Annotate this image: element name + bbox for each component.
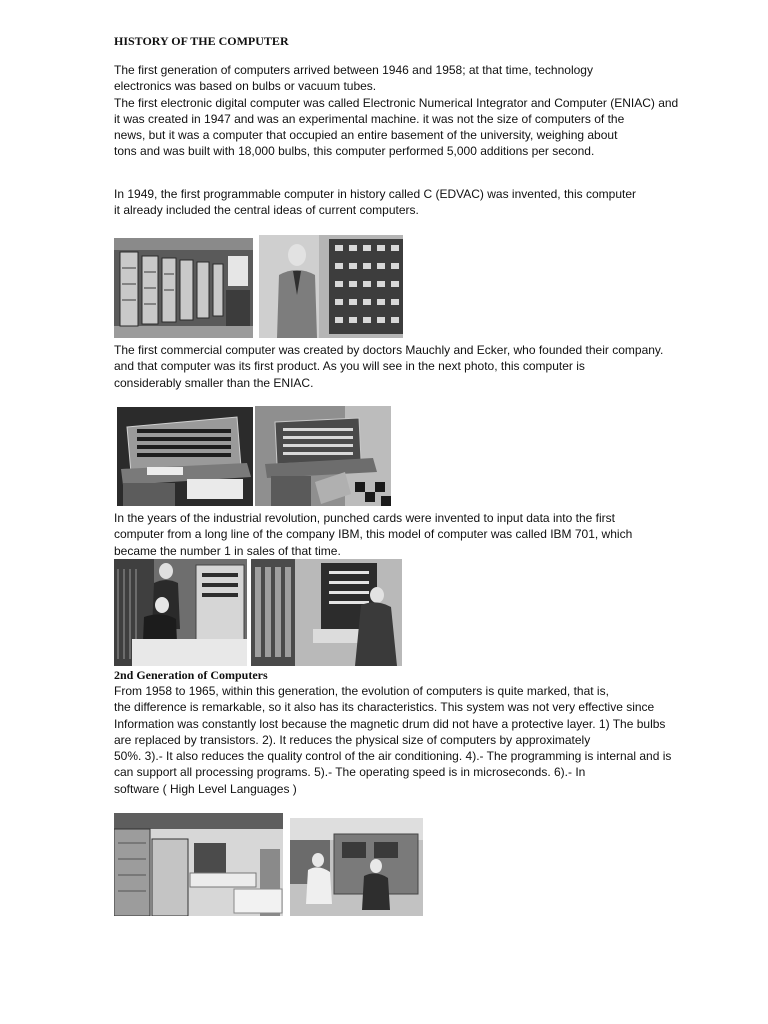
text-line: it was created in 1947 and was an experimental machine. it was not the size of computers of the <box>114 111 625 126</box>
univac-console-photo <box>117 407 253 506</box>
text-line: electronics was based on bulbs or vacuum tubes. <box>114 79 377 94</box>
text-line: The first commercial computer was created by doctors Mauchly and Ecker, who founded their company. <box>114 343 664 357</box>
text-line: In 1949, the first programmable computer in history called C (EDVAC) was invented, this computer <box>114 187 636 201</box>
eniac-room-photo <box>114 238 253 338</box>
transistor-computer-photo <box>114 813 283 916</box>
ibm-operators-photo <box>114 559 247 666</box>
text-line: From 1958 to 1965, within this generation, the evolution of computers is quite marked, that is, <box>114 684 609 698</box>
document-title: HISTORY OF THE COMPUTER <box>114 34 289 48</box>
univac-desk-photo <box>255 406 391 506</box>
text-line: are replaced by transistors. 2). It reduces the physical size of computers by approximately <box>114 732 591 747</box>
paragraph-ibm-701 <box>114 510 632 559</box>
ibm-701-operator-photo <box>251 559 402 666</box>
paragraph-first-commercial <box>114 342 663 391</box>
text-line: can support all processing programs. 5).- The operating speed is in microseconds. 6).- In <box>114 765 586 780</box>
text-line: and that computer was its first product. As you will see in the next photo, this computer is <box>114 359 585 374</box>
text-line: In the years of the industrial revolution, punched cards were invented to input data into the first <box>114 511 615 525</box>
text-line: the difference is remarkable, so it also has its characteristics. This system was not very effective since <box>114 700 655 715</box>
paragraph-first-generation <box>114 62 678 160</box>
text-line: software ( High Level Languages ) <box>114 781 297 796</box>
text-line: it already included the central ideas of current computers. <box>114 203 419 218</box>
text-line: computer from a long line of the company IBM, this model of computer was called IBM 701, which <box>114 527 633 542</box>
scientist-with-computer-photo <box>259 235 403 338</box>
text-line: The first electronic digital computer was called Electronic Numerical Integrator and Computer (ENIAC) and <box>114 95 679 110</box>
text-line: considerably smaller than the ENIAC. <box>114 375 314 390</box>
paragraph-edvac <box>114 186 636 219</box>
text-line: Information was constantly lost because the magnetic drum did not have a protective layer. 1) The bulbs <box>114 716 666 731</box>
text-line: tons and was built with 18,000 bulbs, this computer performed 5,000 additions per second. <box>114 144 595 159</box>
text-line: 50%. 3).- It also reduces the quality control of the air conditioning. 4).- The programming is internal and is <box>114 749 672 764</box>
operators-at-consoles-photo <box>290 818 423 916</box>
second-generation-heading: 2nd Generation of Computers <box>114 668 268 682</box>
text-line: news, but it was a computer that occupied an entire basement of the university, weighing about <box>114 128 618 143</box>
text-line: became the number 1 in sales of that time. <box>114 543 341 558</box>
text-line: The first generation of computers arrived between 1946 and 1958; at that time, technology <box>114 63 593 77</box>
paragraph-second-generation <box>114 683 671 797</box>
